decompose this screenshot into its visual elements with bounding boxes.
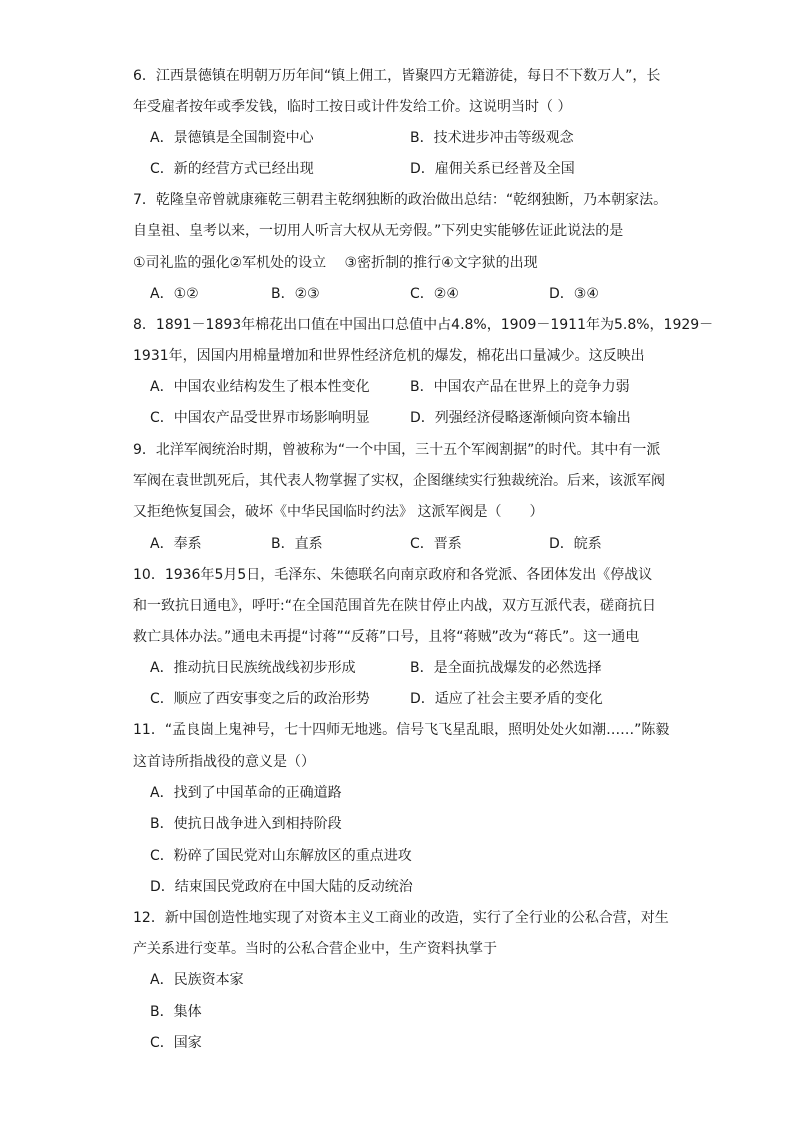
- question-8-option-a: A．中国农业结构发生了根本性变化: [150, 379, 370, 395]
- question-7-line-1: 7．乾隆皇帝曾就康雍乾三朝君主乾纲独断的政治做出总结：“乾纲独断，乃本朝家法。: [133, 192, 668, 208]
- question-11-option-d: D．结束国民党政府在中国大陆的反动统治: [150, 879, 413, 895]
- question-10-option-b: B．是全面抗战爆发的必然选择: [410, 660, 602, 676]
- question-7-line-3: ①司礼监的强化②军机处的设立 ③密折制的推行④文字狱的出现: [133, 255, 538, 271]
- question-11-option-b: B．使抗日战争进入到相持阶段: [150, 816, 342, 832]
- question-6-line-1: 6．江西景德镇在明朝万历年间“镇上佣工，皆聚四方无籍游徒，每日不下数万人”，长: [133, 68, 661, 84]
- question-11-option-c: C．粉碎了国民党对山东解放区的重点进攻: [150, 848, 412, 864]
- question-9-option-c: C．晋系: [410, 536, 462, 552]
- question-10-line-1: 10．1936年5月5日，毛泽东、朱德联名向南京政府和各党派、各团体发出《停战议: [133, 567, 653, 583]
- question-6-option-c: C．新的经营方式已经出现: [150, 161, 314, 177]
- question-6-option-a: A．景德镇是全国制瓷中心: [150, 130, 314, 146]
- question-6-option-b: B．技术进步冲击等级观念: [410, 130, 574, 146]
- question-8-line-2: 1931年，因国内用棉量增加和世界性经济危机的爆发，棉花出口量减少。这反映出: [133, 348, 645, 364]
- question-10-option-d: D．适应了社会主要矛盾的变化: [410, 691, 603, 707]
- question-12-option-b: B．集体: [150, 1004, 202, 1020]
- question-8-option-d: D．列强经济侵略逐渐倾向资本输出: [410, 410, 631, 426]
- question-10-line-2: 和一致抗日通电》，呼吁:“在全国范围首先在陕甘停止内战，双方互派代表，磋商抗日: [133, 598, 656, 614]
- question-11-line-1: 11．“孟良崮上鬼神号，七十四师无地逃。信号飞飞星乱眼，照明处处火如潮……”陈毅: [133, 722, 670, 738]
- question-9-option-d: D．皖系: [549, 536, 602, 552]
- question-11-option-a: A．找到了中国革命的正确道路: [150, 785, 342, 801]
- question-8-line-1: 8．1891－1893年棉花出口值在中国出口总值中占4.8%，1909－1911年为5.8%，1929－: [133, 317, 714, 333]
- question-9-line-1: 9．北洋军阀统治时期，曾被称为“一个中国，三十五个军阀割据”的时代。其中有一派: [133, 442, 661, 458]
- question-10-line-3: 救亡具体办法。”通电未再提“讨蒋”“反蒋”口号，且将“蒋贼”改为“蒋氏”。这一通电: [133, 629, 640, 645]
- question-9-option-b: B．直系: [271, 536, 323, 552]
- question-7-option-c: C．②④: [410, 286, 459, 302]
- question-10-option-c: C．顺应了西安事变之后的政治形势: [150, 691, 370, 707]
- question-7-line-2: 自皇祖、皇考以来，一切用人听言大权从无旁假。”下列史实能够佐证此说法的是: [133, 223, 624, 239]
- question-7-option-a: A．①②: [150, 286, 199, 302]
- question-6-line-2: 年受雇者按年或季发钱，临时工按日或计件发给工价。这说明当时（ ）: [133, 99, 572, 115]
- question-12-option-c: C．国家: [150, 1035, 202, 1051]
- question-7-option-b: B．②③: [271, 286, 320, 302]
- question-9-line-2: 军阀在袁世凯死后，其代表人物掌握了实权，企图继续实行独裁统治。后来，该派军阀: [133, 473, 665, 489]
- question-12-line-2: 产关系进行变革。当时的公私合营企业中，生产资料执掌于: [133, 941, 497, 957]
- question-9-option-a: A．奉系: [150, 536, 202, 552]
- question-9-line-3: 又拒绝恢复国会，破坏《中华民国临时约法》 这派军阀是（ ）: [133, 504, 544, 520]
- question-8-option-b: B．中国农产品在世界上的竞争力弱: [410, 379, 630, 395]
- question-8-option-c: C．中国农产品受世界市场影响明显: [150, 410, 370, 426]
- question-11-line-2: 这首诗所指战役的意义是（）: [133, 754, 315, 770]
- question-6-option-d: D．雇佣关系已经普及全国: [410, 161, 575, 177]
- question-7-option-d: D．③④: [549, 286, 599, 302]
- question-10-option-a: A．推动抗日民族统战线初步形成: [150, 660, 356, 676]
- question-12-option-a: A．民族资本家: [150, 972, 244, 988]
- question-12-line-1: 12．新中国创造性地实现了对资本主义工商业的改造，实行了全行业的公私合营，对生: [133, 910, 669, 926]
